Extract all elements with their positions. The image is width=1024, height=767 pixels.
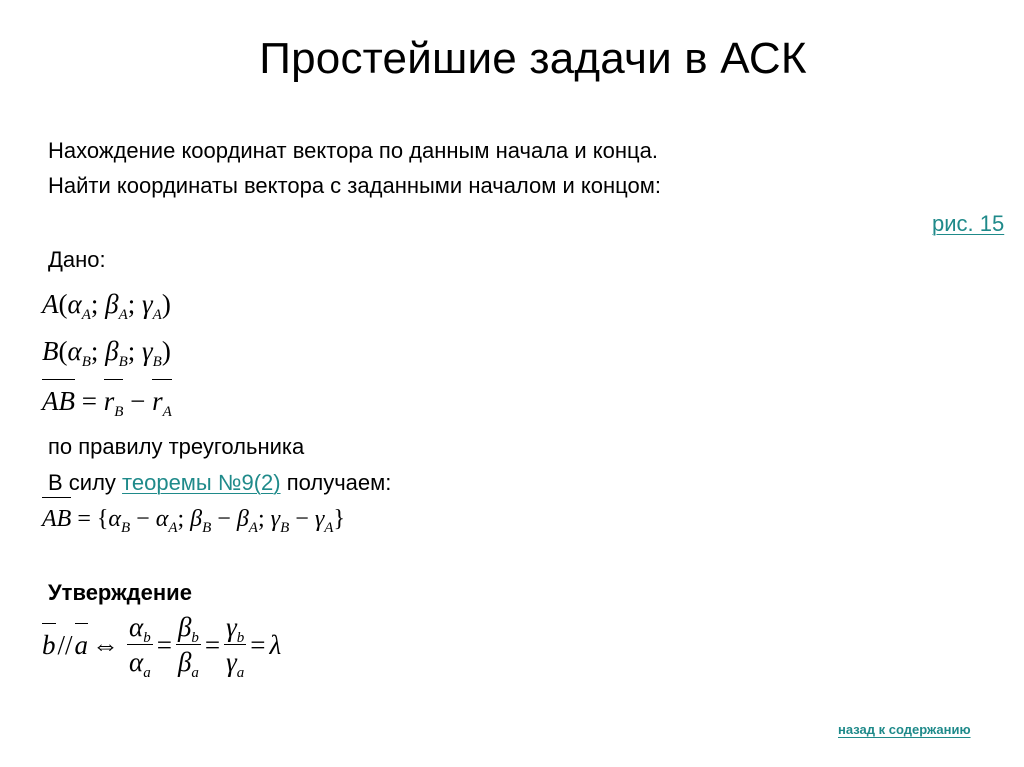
theorem-prefix: В силу [48,470,123,495]
point-a-formula: $A(\alpha_A$; $\beta_A$; $\gamma_A$) [42,289,171,323]
theorem-suffix: получаем: [280,470,392,495]
theorem-line [48,470,391,496]
triangle-rule-text: по правилу треугольника [48,434,305,459]
statement-heading: Утверждение [48,580,192,605]
back-to-contents-link[interactable]: назад к содержанию [838,722,971,737]
coordinates-formula: AB = {$\alpha_B - \alpha_A$; $\beta_B - \beta_A$; $\gamma_B - \gamma_A$} [42,503,345,535]
text-line-1: Нахождение координат вектора по данным начала и конца. [48,138,658,163]
text-line-2: Найти координаты вектора с заданными началом и концом: [48,173,661,198]
theorem-link[interactable]: теоремы №9(2) [122,470,281,495]
point-b-formula: $B(\alpha_B$; $\beta_B$; $\gamma_B$) [42,336,171,370]
figure-link[interactable]: рис. 15 [932,211,1005,236]
collinearity-formula: b // a ⇔ $\frac{\alpha_b}{\alpha_a}$ = $\frac{\beta_b}{\beta_a}$ = $\frac{\gamma_b}{\gamma_a}$ = λ [42,612,282,681]
slide-title: Простейшие задачи в АСК [259,34,807,83]
vector-ab-formula: AB = $r_B - r_A$ [42,386,172,420]
given-label: Дано: [48,247,106,272]
